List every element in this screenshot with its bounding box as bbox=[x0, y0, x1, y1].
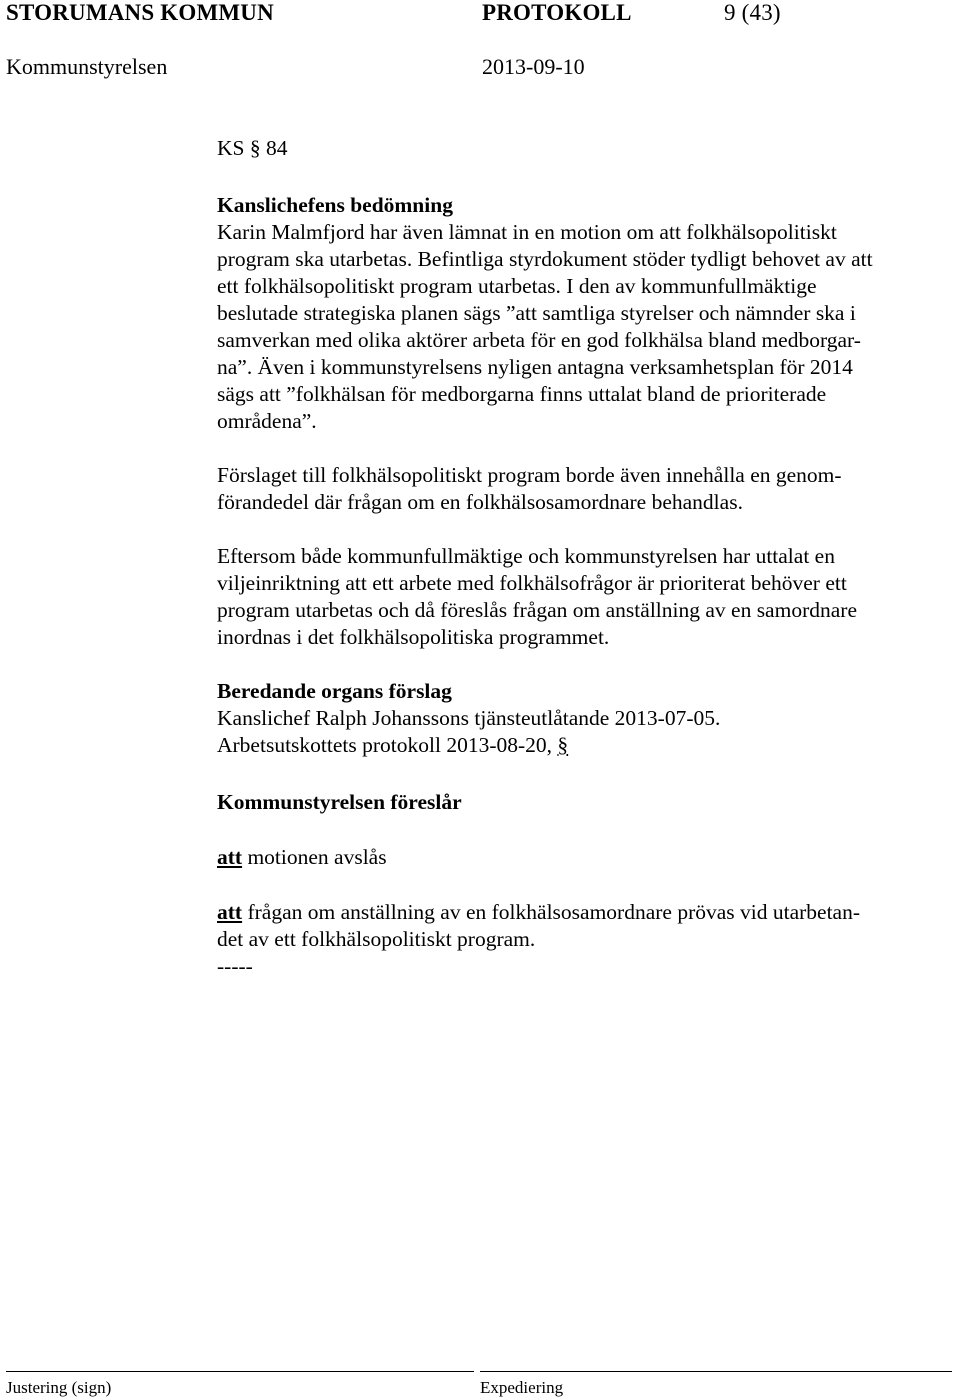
recommendation-text: frågan om anställning av en folkhälsosamordnare prövas vid utarbetan- bbox=[242, 900, 861, 924]
text-line: na”. Även i kommunstyrelsens nyligen antagna verksamhetsplan för 2014 bbox=[217, 355, 853, 379]
protocol-section bbox=[217, 135, 952, 980]
text-line: Karin Malmfjord har även lämnat in en motion om att folkhälsopolitiskt bbox=[217, 220, 837, 244]
recommendation-text: motionen avslås bbox=[242, 845, 387, 869]
text-line bbox=[217, 899, 952, 926]
issuing-body: Kommunstyrelsen bbox=[6, 54, 168, 79]
protocol-reference-text: Arbetsutskottets protokoll 2013-08-20, bbox=[217, 733, 558, 757]
text-line: beslutade strategiska planen sägs ”att samtliga styrelser och nämnder ska i bbox=[217, 301, 856, 325]
recommendation-heading: Kommunstyrelsen föreslår bbox=[217, 790, 462, 814]
assessment-heading: Kanslichefens bedömning bbox=[217, 193, 453, 217]
att-keyword: att bbox=[217, 845, 243, 869]
section-sign-link[interactable]: § bbox=[557, 733, 569, 757]
meeting-date: 2013-09-10 bbox=[482, 54, 585, 79]
text-line: sägs att ”folkhälsan för medborgarna finns uttalat bland de prioriterade bbox=[217, 382, 827, 406]
paragraph-reference: KS § 84 bbox=[217, 136, 288, 160]
document-type: PROTOKOLL bbox=[482, 0, 632, 25]
organization-name: STORUMANS KOMMUN bbox=[6, 0, 274, 25]
footer-divider-left bbox=[6, 1371, 474, 1372]
footer-divider-right bbox=[480, 1371, 952, 1372]
conclusion-paragraph bbox=[217, 543, 952, 651]
text-line: inordnas i det folkhälsopolitiska programmet. bbox=[217, 625, 610, 649]
text-line: samverkan med olika aktörer arbeta för en god folkhälsa bland medborgar- bbox=[217, 328, 861, 352]
att-keyword: att bbox=[217, 900, 243, 924]
text-line bbox=[217, 732, 952, 759]
text-line: förandedel där frågan om en folkhälsosamordnare behandlas. bbox=[217, 490, 743, 514]
end-marker: ----- bbox=[217, 954, 253, 978]
proposal-paragraph bbox=[217, 462, 952, 516]
text-line: viljeinriktning att ett arbete med folkhälsofrågor är prioriterat behöver ett bbox=[217, 571, 847, 595]
text-line: program utarbetas och då föreslås frågan om anställning av en samordnare bbox=[217, 598, 857, 622]
text-line bbox=[217, 844, 952, 871]
preparatory-heading: Beredande organs förslag bbox=[217, 679, 452, 703]
assessment-paragraph bbox=[217, 219, 952, 435]
preparatory-paragraph bbox=[217, 705, 952, 759]
expediering-label: Expediering bbox=[480, 1378, 564, 1397]
recommendation-item bbox=[217, 844, 952, 871]
justering-label: Justering (sign) bbox=[6, 1378, 112, 1397]
text-line: ett folkhälsopolitiskt program utarbetas. I den av kommunfullmäktige bbox=[217, 274, 817, 298]
text-line: Eftersom både kommunfullmäktige och kommunstyrelsen har uttalat en bbox=[217, 544, 835, 568]
text-line: områdena”. bbox=[217, 409, 317, 433]
text-line: Förslaget till folkhälsopolitiskt program borde även innehålla en genom- bbox=[217, 463, 842, 487]
recommendation-item bbox=[217, 899, 952, 980]
text-line: Kanslichef Ralph Johanssons tjänsteutlåtande 2013-07-05. bbox=[217, 706, 721, 730]
text-line: det av ett folkhälsopolitiskt program. bbox=[217, 927, 536, 951]
page-number: 9 (43) bbox=[724, 0, 781, 25]
text-line: program ska utarbetas. Befintliga styrdokument stöder tydligt behovet av att bbox=[217, 247, 873, 271]
